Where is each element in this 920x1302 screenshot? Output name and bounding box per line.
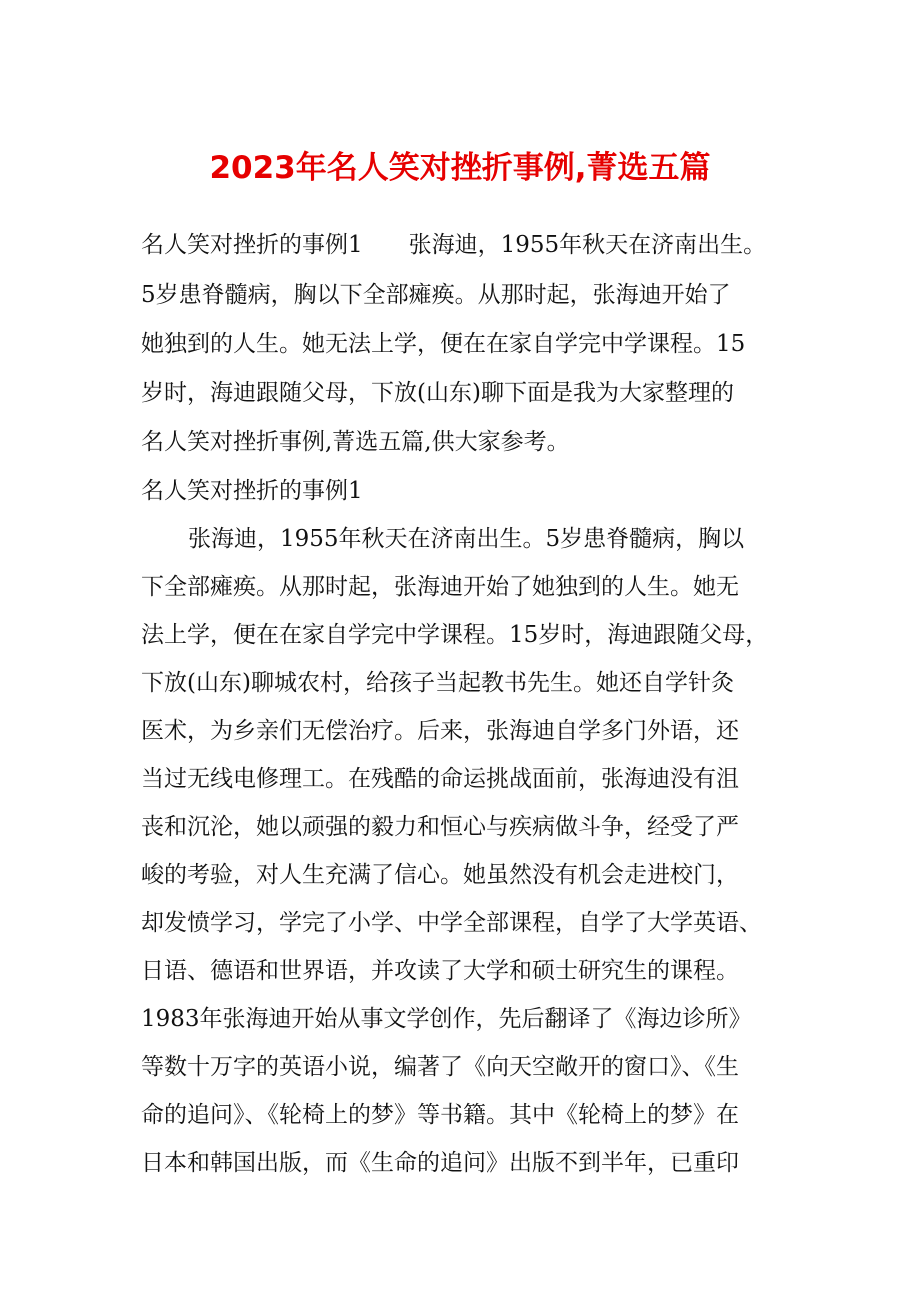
- body-line: 却发愤学习，学完了小学、中学全部课程，自学了大学英语、: [141, 910, 762, 936]
- body-line: 命的追问》、《轮椅上的梦》等书籍。其中《轮椅上的梦》在: [141, 1102, 739, 1128]
- section-heading: 名人笑对挫折的事例1: [141, 478, 363, 504]
- body-line: 张海迪，1955年秋天在济南出生。5岁患脊髓病，胸以: [188, 526, 745, 552]
- intro-line: 名人笑对挫折事例,菁选五篇,供大家参考。: [141, 429, 570, 455]
- body-line: 日本和韩国出版，而《生命的追问》出版不到半年，已重印: [141, 1150, 739, 1176]
- body-line: 下全部瘫痪。从那时起，张海迪开始了她独到的人生。她无: [141, 574, 739, 600]
- intro-line: 岁时，海迪跟随父母，下放(山东)聊下面是我为大家整理的: [141, 380, 734, 406]
- document-title: 2023年名人笑对挫折事例,菁选五篇: [209, 150, 711, 186]
- intro-line: 5岁患脊髓病，胸以下全部瘫痪。从那时起，张海迪开始了: [141, 282, 731, 308]
- body-line: 下放(山东)聊城农村，给孩子当起教书先生。她还自学针灸: [141, 670, 734, 696]
- body-line: 峻的考验，对人生充满了信心。她虽然没有机会走进校门，: [141, 862, 739, 888]
- body-line: 1983年张海迪开始从事文学创作，先后翻译了《海边诊所》: [141, 1006, 752, 1032]
- body-line: 丧和沉沦，她以顽强的毅力和恒心与疾病做斗争，经受了严: [141, 814, 739, 840]
- body-line: 医术，为乡亲们无偿治疗。后来，张海迪自学多门外语，还: [141, 718, 739, 744]
- intro-line: 名人笑对挫折的事例1 张海迪，1955年秋天在济南出生。: [141, 232, 767, 258]
- intro-line: 她独到的人生。她无法上学，便在在家自学完中学课程。15: [141, 331, 746, 357]
- body-line: 法上学，便在在家自学完中学课程。15岁时，海迪跟随父母，: [141, 622, 769, 648]
- body-line: 当过无线电修理工。在残酷的命运挑战面前，张海迪没有沮: [141, 766, 739, 792]
- body-line: 等数十万字的英语小说，编著了《向天空敞开的窗口》、《生: [141, 1054, 739, 1080]
- body-line: 日语、德语和世界语，并攻读了大学和硕士研究生的课程。: [141, 958, 739, 984]
